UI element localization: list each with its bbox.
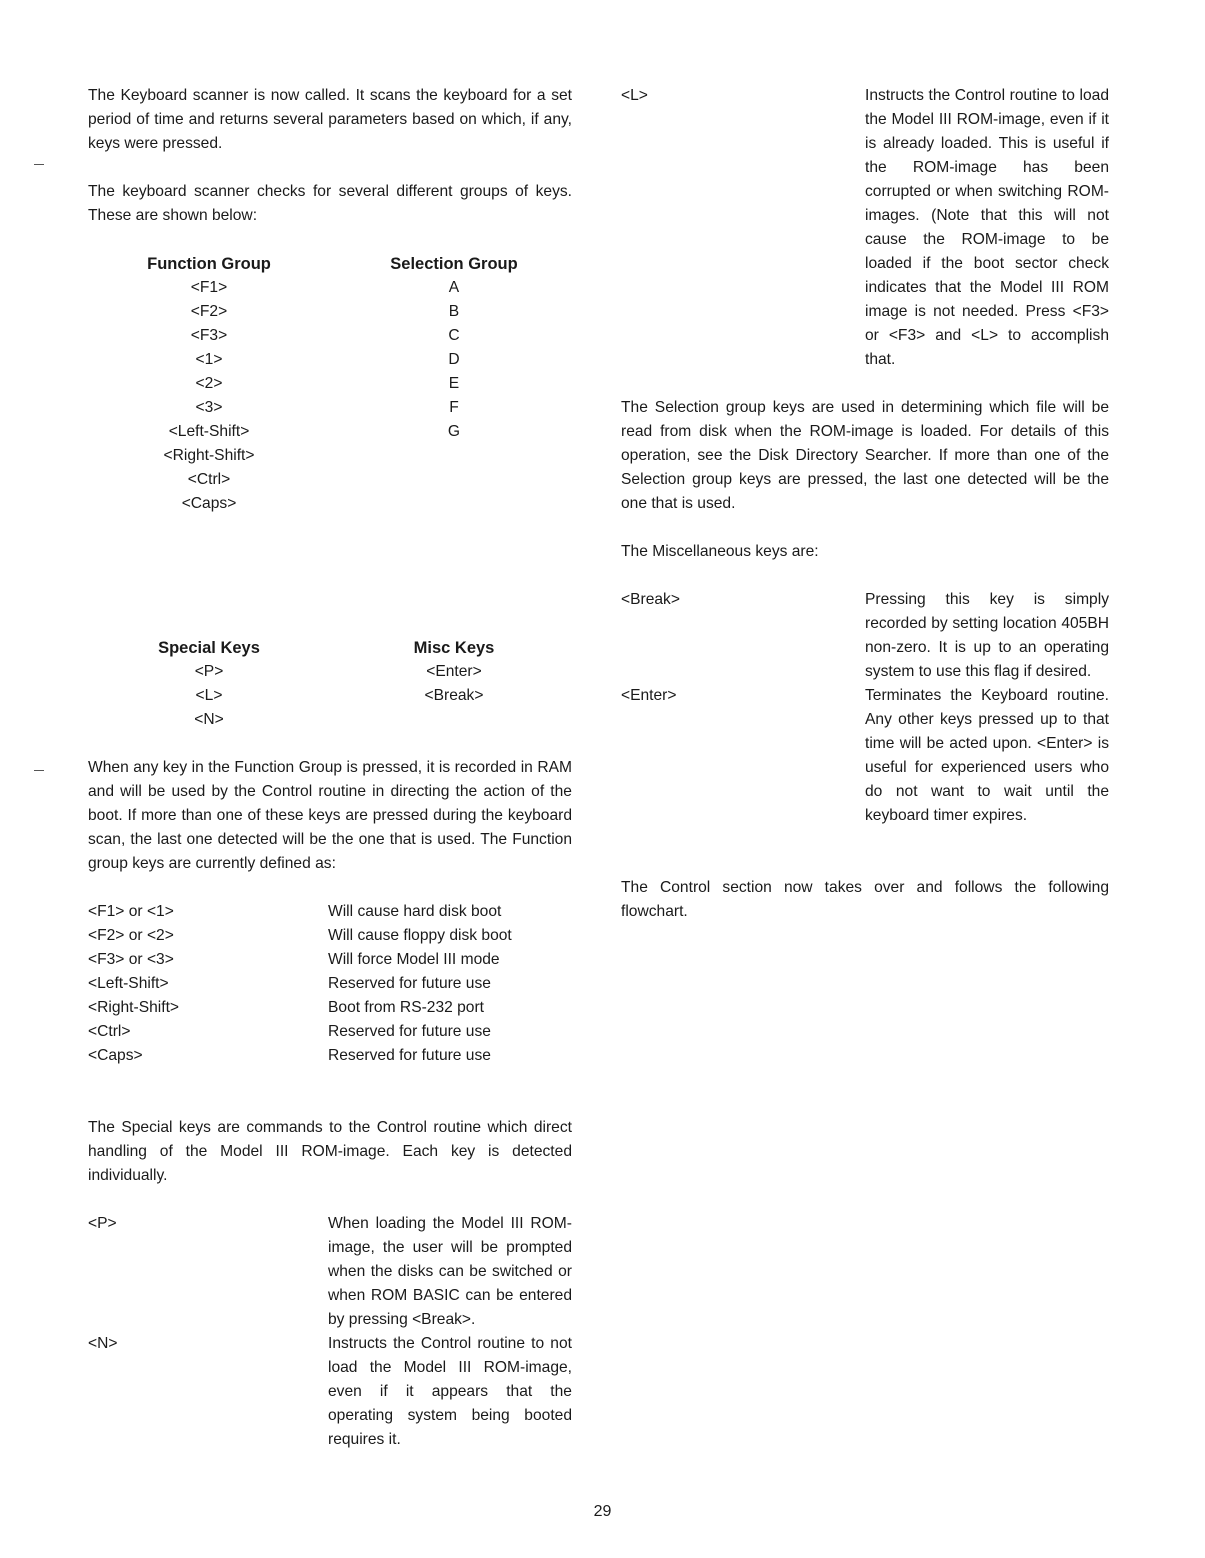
definition-row bbox=[88, 948, 572, 972]
misc-keys-title: Misc Keys bbox=[413, 639, 495, 657]
margin-mark bbox=[34, 770, 44, 771]
definition-key: <Ctrl> bbox=[88, 1023, 131, 1040]
selection-key: E bbox=[448, 375, 460, 392]
misc-key: <Break> bbox=[424, 687, 484, 704]
definition-row bbox=[88, 972, 572, 996]
control-section-paragraph: The Control section now takes over and follows the following flowchart. bbox=[621, 879, 1109, 920]
special-definition-p bbox=[88, 1212, 572, 1332]
margin-mark bbox=[34, 164, 44, 165]
definition-row bbox=[88, 1044, 572, 1068]
special-keys-group bbox=[143, 636, 275, 732]
definition-key: <N> bbox=[88, 1335, 118, 1352]
page-number: 29 bbox=[593, 1503, 612, 1520]
definition-row bbox=[88, 996, 572, 1020]
selection-group bbox=[381, 252, 527, 444]
definition-key: <Break> bbox=[621, 591, 680, 608]
definition-text: Will cause floppy disk boot bbox=[328, 927, 512, 944]
definition-key: <F1> or <1> bbox=[88, 903, 174, 920]
selection-key: G bbox=[447, 423, 461, 440]
definition-key: <P> bbox=[88, 1215, 117, 1232]
selection-key: D bbox=[448, 351, 460, 368]
special-definition-l bbox=[621, 84, 1109, 372]
function-group bbox=[143, 252, 275, 516]
selection-key: F bbox=[449, 399, 459, 416]
definition-text: When loading the Model III ROM-image, the user will be prompted when the disks can be switched or when ROM BASIC can be entered by pressing <Break>. bbox=[328, 1215, 572, 1328]
function-key: <1> bbox=[195, 351, 223, 368]
definition-text: Will force Model III mode bbox=[328, 951, 500, 968]
definition-key: <L> bbox=[621, 87, 648, 104]
definition-key: <Right-Shift> bbox=[88, 999, 180, 1016]
selection-group-title: Selection Group bbox=[390, 255, 518, 273]
function-key: <2> bbox=[195, 375, 223, 392]
function-group-paragraph: When any key in the Function Group is pressed, it is recorded in RAM and will be used by the Control routine in directing the action of the boot. If more than one of these keys are pressed during the keyboard scan, the last one detected will be the one that is used. The Function group keys are currently defined as: bbox=[88, 759, 572, 872]
special-keys-paragraph: The Special keys are commands to the Control routine which direct handling of the Model III ROM-image. Each key is detected individually. bbox=[88, 1119, 572, 1184]
misc-definition-break bbox=[621, 588, 1109, 684]
special-key: <P> bbox=[194, 663, 224, 680]
definition-key: <F2> or <2> bbox=[88, 927, 174, 944]
function-key: <F2> bbox=[190, 303, 228, 320]
function-definitions bbox=[88, 900, 572, 1068]
definition-text: Instructs the Control routine to load the Model III ROM-image, even if it is already loaded. This is useful if the ROM-image has been corrupted or when switching ROM-images. (Note that this will not cause the ROM-image to be loaded if the boot sector check indicates that the Model III ROM image is not needed. Press <F3> or <F3> and <L> to accomplish that. bbox=[865, 87, 1109, 368]
special-key: <L> bbox=[195, 687, 223, 704]
definition-key: <Caps> bbox=[88, 1047, 143, 1064]
definition-row bbox=[88, 900, 572, 924]
selection-key: B bbox=[448, 303, 460, 320]
misc-key: <Enter> bbox=[426, 663, 482, 680]
definition-text: Boot from RS-232 port bbox=[328, 999, 485, 1016]
misc-keys-intro: The Miscellaneous keys are: bbox=[621, 543, 819, 560]
function-key: <Ctrl> bbox=[187, 471, 231, 488]
function-key: <Right-Shift> bbox=[163, 447, 255, 464]
selection-key: A bbox=[448, 279, 460, 296]
function-key: <3> bbox=[195, 399, 223, 416]
key-groups-top bbox=[88, 252, 572, 612]
misc-definition-enter bbox=[621, 684, 1109, 828]
function-key: <Caps> bbox=[181, 495, 237, 512]
function-group-title: Function Group bbox=[147, 255, 271, 273]
function-key: <F1> bbox=[190, 279, 228, 296]
definition-row bbox=[88, 924, 572, 948]
right-column bbox=[621, 84, 1109, 924]
left-column bbox=[88, 84, 572, 1452]
selection-key: C bbox=[448, 327, 460, 344]
definition-key: <F3> or <3> bbox=[88, 951, 174, 968]
function-key: <F3> bbox=[190, 327, 228, 344]
definition-text: Will cause hard disk boot bbox=[328, 903, 502, 920]
definition-text: Reserved for future use bbox=[328, 975, 491, 992]
definition-text: Terminates the Keyboard routine. Any other keys pressed up to that time will be acted upon. <Enter> is useful for experienced users who do not want to wait until the keyboard timer expires. bbox=[865, 687, 1109, 824]
definition-text: Reserved for future use bbox=[328, 1047, 491, 1064]
function-key: <Left-Shift> bbox=[168, 423, 250, 440]
key-groups-bottom bbox=[88, 636, 572, 732]
definition-text: Reserved for future use bbox=[328, 1023, 491, 1040]
definition-text: Instructs the Control routine to not load the Model III ROM-image, even if it appears that the operating system being booted requires it. bbox=[328, 1335, 572, 1448]
groups-intro-paragraph: The keyboard scanner checks for several different groups of keys. These are shown below: bbox=[88, 183, 572, 224]
selection-group-paragraph: The Selection group keys are used in determining which file will be read from disk when the ROM-image is loaded. For details of this operation, see the Disk Directory Searcher. If more than one of the Selection group keys are pressed, the last one detected will be the one that is used. bbox=[621, 399, 1109, 512]
misc-keys-group bbox=[381, 636, 527, 708]
intro-paragraph: The Keyboard scanner is now called. It scans the keyboard for a set period of time and returns several parameters based on which, if any, keys were pressed. bbox=[88, 87, 572, 152]
special-definition-n bbox=[88, 1332, 572, 1452]
special-key: <N> bbox=[194, 711, 224, 728]
special-keys-title: Special Keys bbox=[158, 639, 260, 657]
definition-key: <Left-Shift> bbox=[88, 975, 169, 992]
definition-text: Pressing this key is simply recorded by setting location 405BH non-zero. It is up to an operating system to use this flag if desired. bbox=[865, 591, 1109, 680]
definition-key: <Enter> bbox=[621, 687, 677, 704]
definition-row bbox=[88, 1020, 572, 1044]
